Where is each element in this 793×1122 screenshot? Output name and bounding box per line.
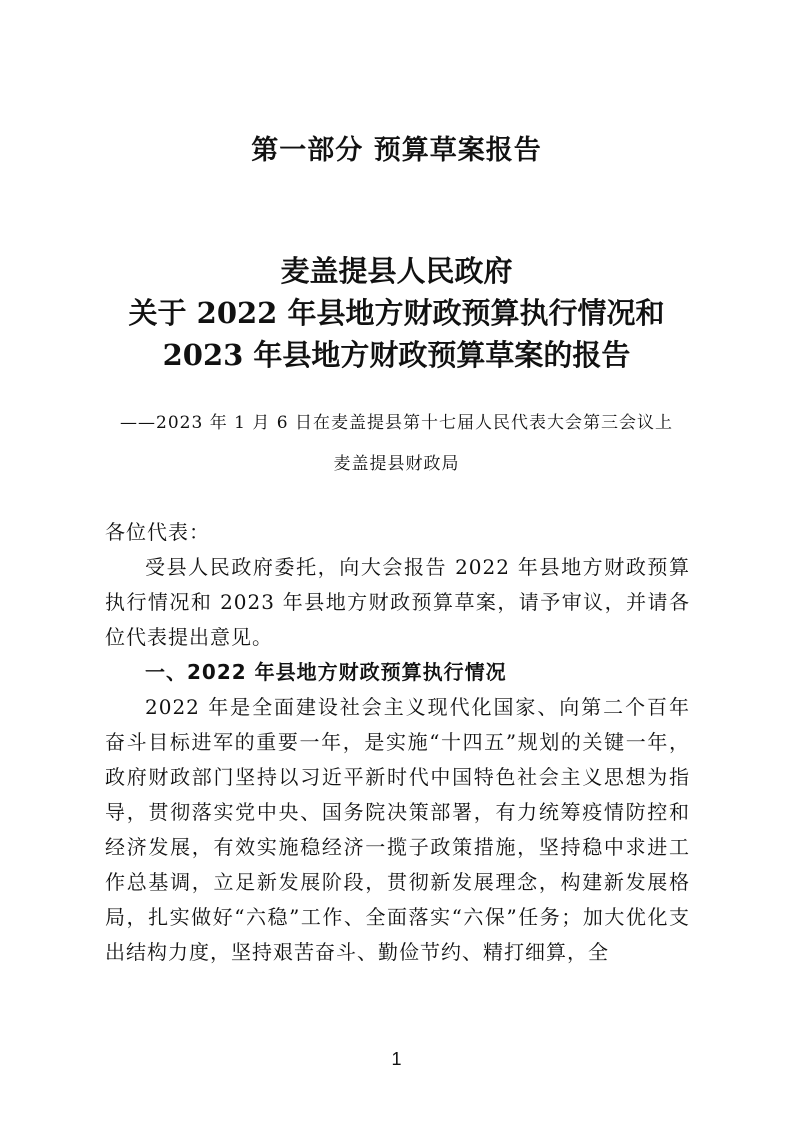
salutation: 各位代表：: [105, 520, 210, 544]
report-title-line-3: 2023 年县地方财政预算草案的报告: [162, 338, 631, 372]
report-body: [105, 515, 690, 970]
page-number: 1: [391, 1049, 402, 1069]
report-subtitle: ——2023 年 1 月 6 日在麦盖提县第十七届人民代表大会第三会议上: [120, 413, 673, 433]
section-heading: 一、2022 年县地方财政预算执行情况: [145, 660, 507, 684]
issuing-department: 麦盖提县财政局: [333, 454, 460, 474]
section-paragraph: 2022 年是全面建设社会主义现代化国家、向第二个百年奋斗目标进军的重要一年，是实施“十四五”规划的关键一年，政府财政部门坚持以习近平新时代中国特色社会主义思想为指导，贯彻落实党中央、国务院决策部署，有力统筹疫情防控和经济发展，有效实施稳经济一揽子政策措施，坚持稳中求进工作总基调，立足新发展阶段，贯彻新发展理念，构建新发展格局，扎实做好“六稳”工作、全面落实“六保”任务；加大优化支出结构力度，坚持艰苦奋斗、勤俭节约、精打细算，全: [105, 695, 690, 964]
intro-paragraph: 受县人民政府委托，向大会报告 2022 年县地方财政预算执行情况和 2023 年县地方财政预算草案，请予审议，并请各位代表提出意见。: [105, 555, 690, 649]
part-title: 第一部分 预算草案报告: [251, 135, 542, 166]
report-title: [0, 250, 793, 376]
report-title-line-1: 麦盖提县人民政府: [280, 254, 513, 288]
report-title-line-2: 关于 2022 年县地方财政预算执行情况和: [128, 296, 665, 330]
